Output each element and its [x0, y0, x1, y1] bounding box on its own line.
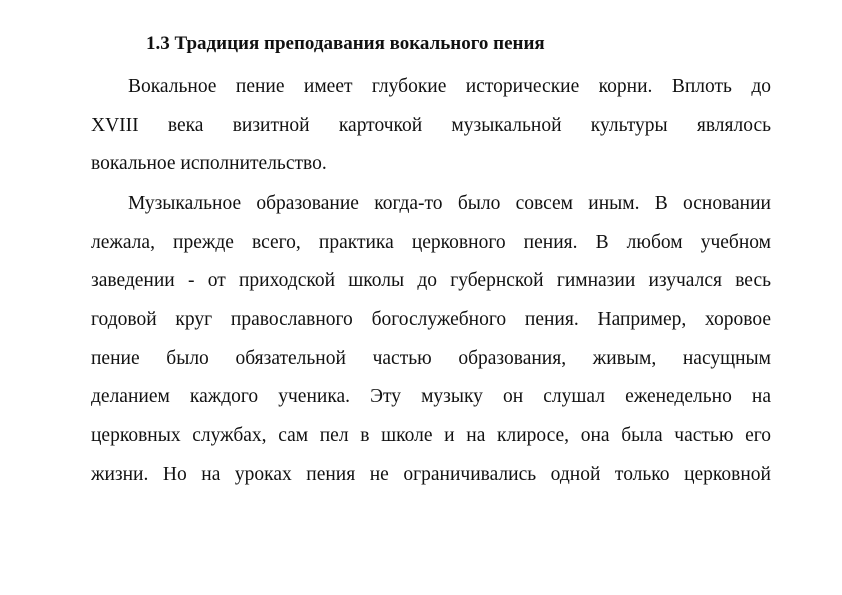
text-line: церковных службах, сам пел в школе и на клиросе, она была частью его	[91, 425, 771, 447]
text-line: Вокальное пение имеет глубокие исторические корни. Вплоть до	[128, 76, 771, 97]
text-line: Музыкальное образование когда-то было совсем иным. В основании	[128, 193, 771, 214]
text-line: XVIII века визитной карточкой музыкальной культуры являлось	[91, 114, 771, 136]
text-line: годовой круг православного богослужебного пения. Например, хоровое	[91, 309, 771, 331]
section-heading: 1.3 Традиция преподавания вокального пения	[146, 33, 545, 54]
text-line: пение было обязательной частью образования, живым, насущным	[91, 347, 771, 369]
text-line: вокальное исполнительство.	[91, 153, 327, 175]
paragraph-2	[91, 185, 771, 495]
text-line: жизни. Но на уроках пения не ограничивались одной только церковной	[91, 463, 771, 485]
text-line: заведении - от приходской школы до губернской гимназии изучался весь	[91, 270, 771, 292]
paragraph-1	[91, 68, 771, 184]
text-line: деланием каждого ученика. Эту музыку он слушал еженедельно на	[91, 386, 771, 408]
text-line: лежала, прежде всего, практика церковного пения. В любом учебном	[91, 231, 771, 253]
